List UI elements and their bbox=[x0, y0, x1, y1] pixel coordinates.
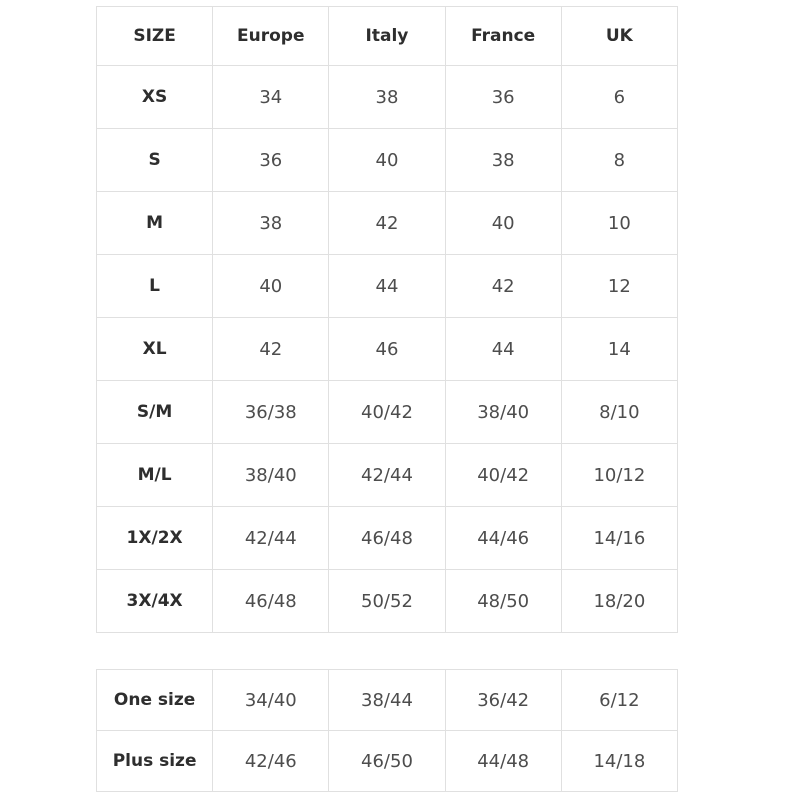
table-cell: 38/44 bbox=[329, 670, 445, 731]
table-cell: 50/52 bbox=[329, 570, 445, 633]
special-sizes-table bbox=[96, 669, 678, 792]
table-cell: 36 bbox=[213, 129, 329, 192]
table-cell: 44/46 bbox=[445, 507, 561, 570]
table-cell: 38 bbox=[445, 129, 561, 192]
table-cell: 40 bbox=[445, 192, 561, 255]
size-label: L bbox=[97, 255, 213, 318]
table-cell: 44 bbox=[445, 318, 561, 381]
table-cell: 38 bbox=[213, 192, 329, 255]
size-label: S/M bbox=[97, 381, 213, 444]
table-cell: 46/48 bbox=[213, 570, 329, 633]
size-label: S bbox=[97, 129, 213, 192]
table-row-xl bbox=[97, 318, 678, 381]
column-header-france: France bbox=[445, 7, 561, 66]
table-cell: 10 bbox=[561, 192, 677, 255]
table-cell: 6/12 bbox=[561, 670, 677, 731]
table-cell: 42/44 bbox=[213, 507, 329, 570]
table-cell: 40/42 bbox=[445, 444, 561, 507]
table-row-one-size bbox=[97, 670, 678, 731]
table-cell: 10/12 bbox=[561, 444, 677, 507]
table-row-l bbox=[97, 255, 678, 318]
table-cell: 40/42 bbox=[329, 381, 445, 444]
table-row-3x4x bbox=[97, 570, 678, 633]
table-cell: 18/20 bbox=[561, 570, 677, 633]
table-cell: 14 bbox=[561, 318, 677, 381]
table-cell: 34 bbox=[213, 66, 329, 129]
table-row-ml bbox=[97, 444, 678, 507]
table-row-sm bbox=[97, 381, 678, 444]
table-row-m bbox=[97, 192, 678, 255]
table-cell: 6 bbox=[561, 66, 677, 129]
size-chart-page bbox=[96, 6, 678, 792]
table-cell: 14/16 bbox=[561, 507, 677, 570]
size-label: M bbox=[97, 192, 213, 255]
column-header-europe: Europe bbox=[213, 7, 329, 66]
size-label: 3X/4X bbox=[97, 570, 213, 633]
table-row-xs bbox=[97, 66, 678, 129]
table-cell: 14/18 bbox=[561, 731, 677, 792]
table-cell: 42/44 bbox=[329, 444, 445, 507]
table-cell: 46 bbox=[329, 318, 445, 381]
column-header-italy: Italy bbox=[329, 7, 445, 66]
table-cell: 12 bbox=[561, 255, 677, 318]
table-row-s bbox=[97, 129, 678, 192]
header-row bbox=[97, 7, 678, 66]
table-cell: 34/40 bbox=[213, 670, 329, 731]
table-cell: 42 bbox=[445, 255, 561, 318]
table-cell: 40 bbox=[329, 129, 445, 192]
size-label: Plus size bbox=[97, 731, 213, 792]
size-conversion-table bbox=[96, 6, 678, 633]
table-cell: 42 bbox=[213, 318, 329, 381]
size-label: One size bbox=[97, 670, 213, 731]
column-header-size: SIZE bbox=[97, 7, 213, 66]
table-cell: 38/40 bbox=[213, 444, 329, 507]
table-cell: 36 bbox=[445, 66, 561, 129]
table-cell: 40 bbox=[213, 255, 329, 318]
table-cell: 38/40 bbox=[445, 381, 561, 444]
table-cell: 44/48 bbox=[445, 731, 561, 792]
table-cell: 44 bbox=[329, 255, 445, 318]
table-cell: 46/50 bbox=[329, 731, 445, 792]
table-cell: 36/38 bbox=[213, 381, 329, 444]
table-row-plus-size bbox=[97, 731, 678, 792]
table-row-1x2x bbox=[97, 507, 678, 570]
table-cell: 8 bbox=[561, 129, 677, 192]
table-cell: 36/42 bbox=[445, 670, 561, 731]
size-label: M/L bbox=[97, 444, 213, 507]
table-cell: 8/10 bbox=[561, 381, 677, 444]
table-cell: 42 bbox=[329, 192, 445, 255]
size-label: 1X/2X bbox=[97, 507, 213, 570]
column-header-uk: UK bbox=[561, 7, 677, 66]
table-cell: 42/46 bbox=[213, 731, 329, 792]
size-label: XL bbox=[97, 318, 213, 381]
table-cell: 46/48 bbox=[329, 507, 445, 570]
table-cell: 38 bbox=[329, 66, 445, 129]
table-cell: 48/50 bbox=[445, 570, 561, 633]
size-label: XS bbox=[97, 66, 213, 129]
